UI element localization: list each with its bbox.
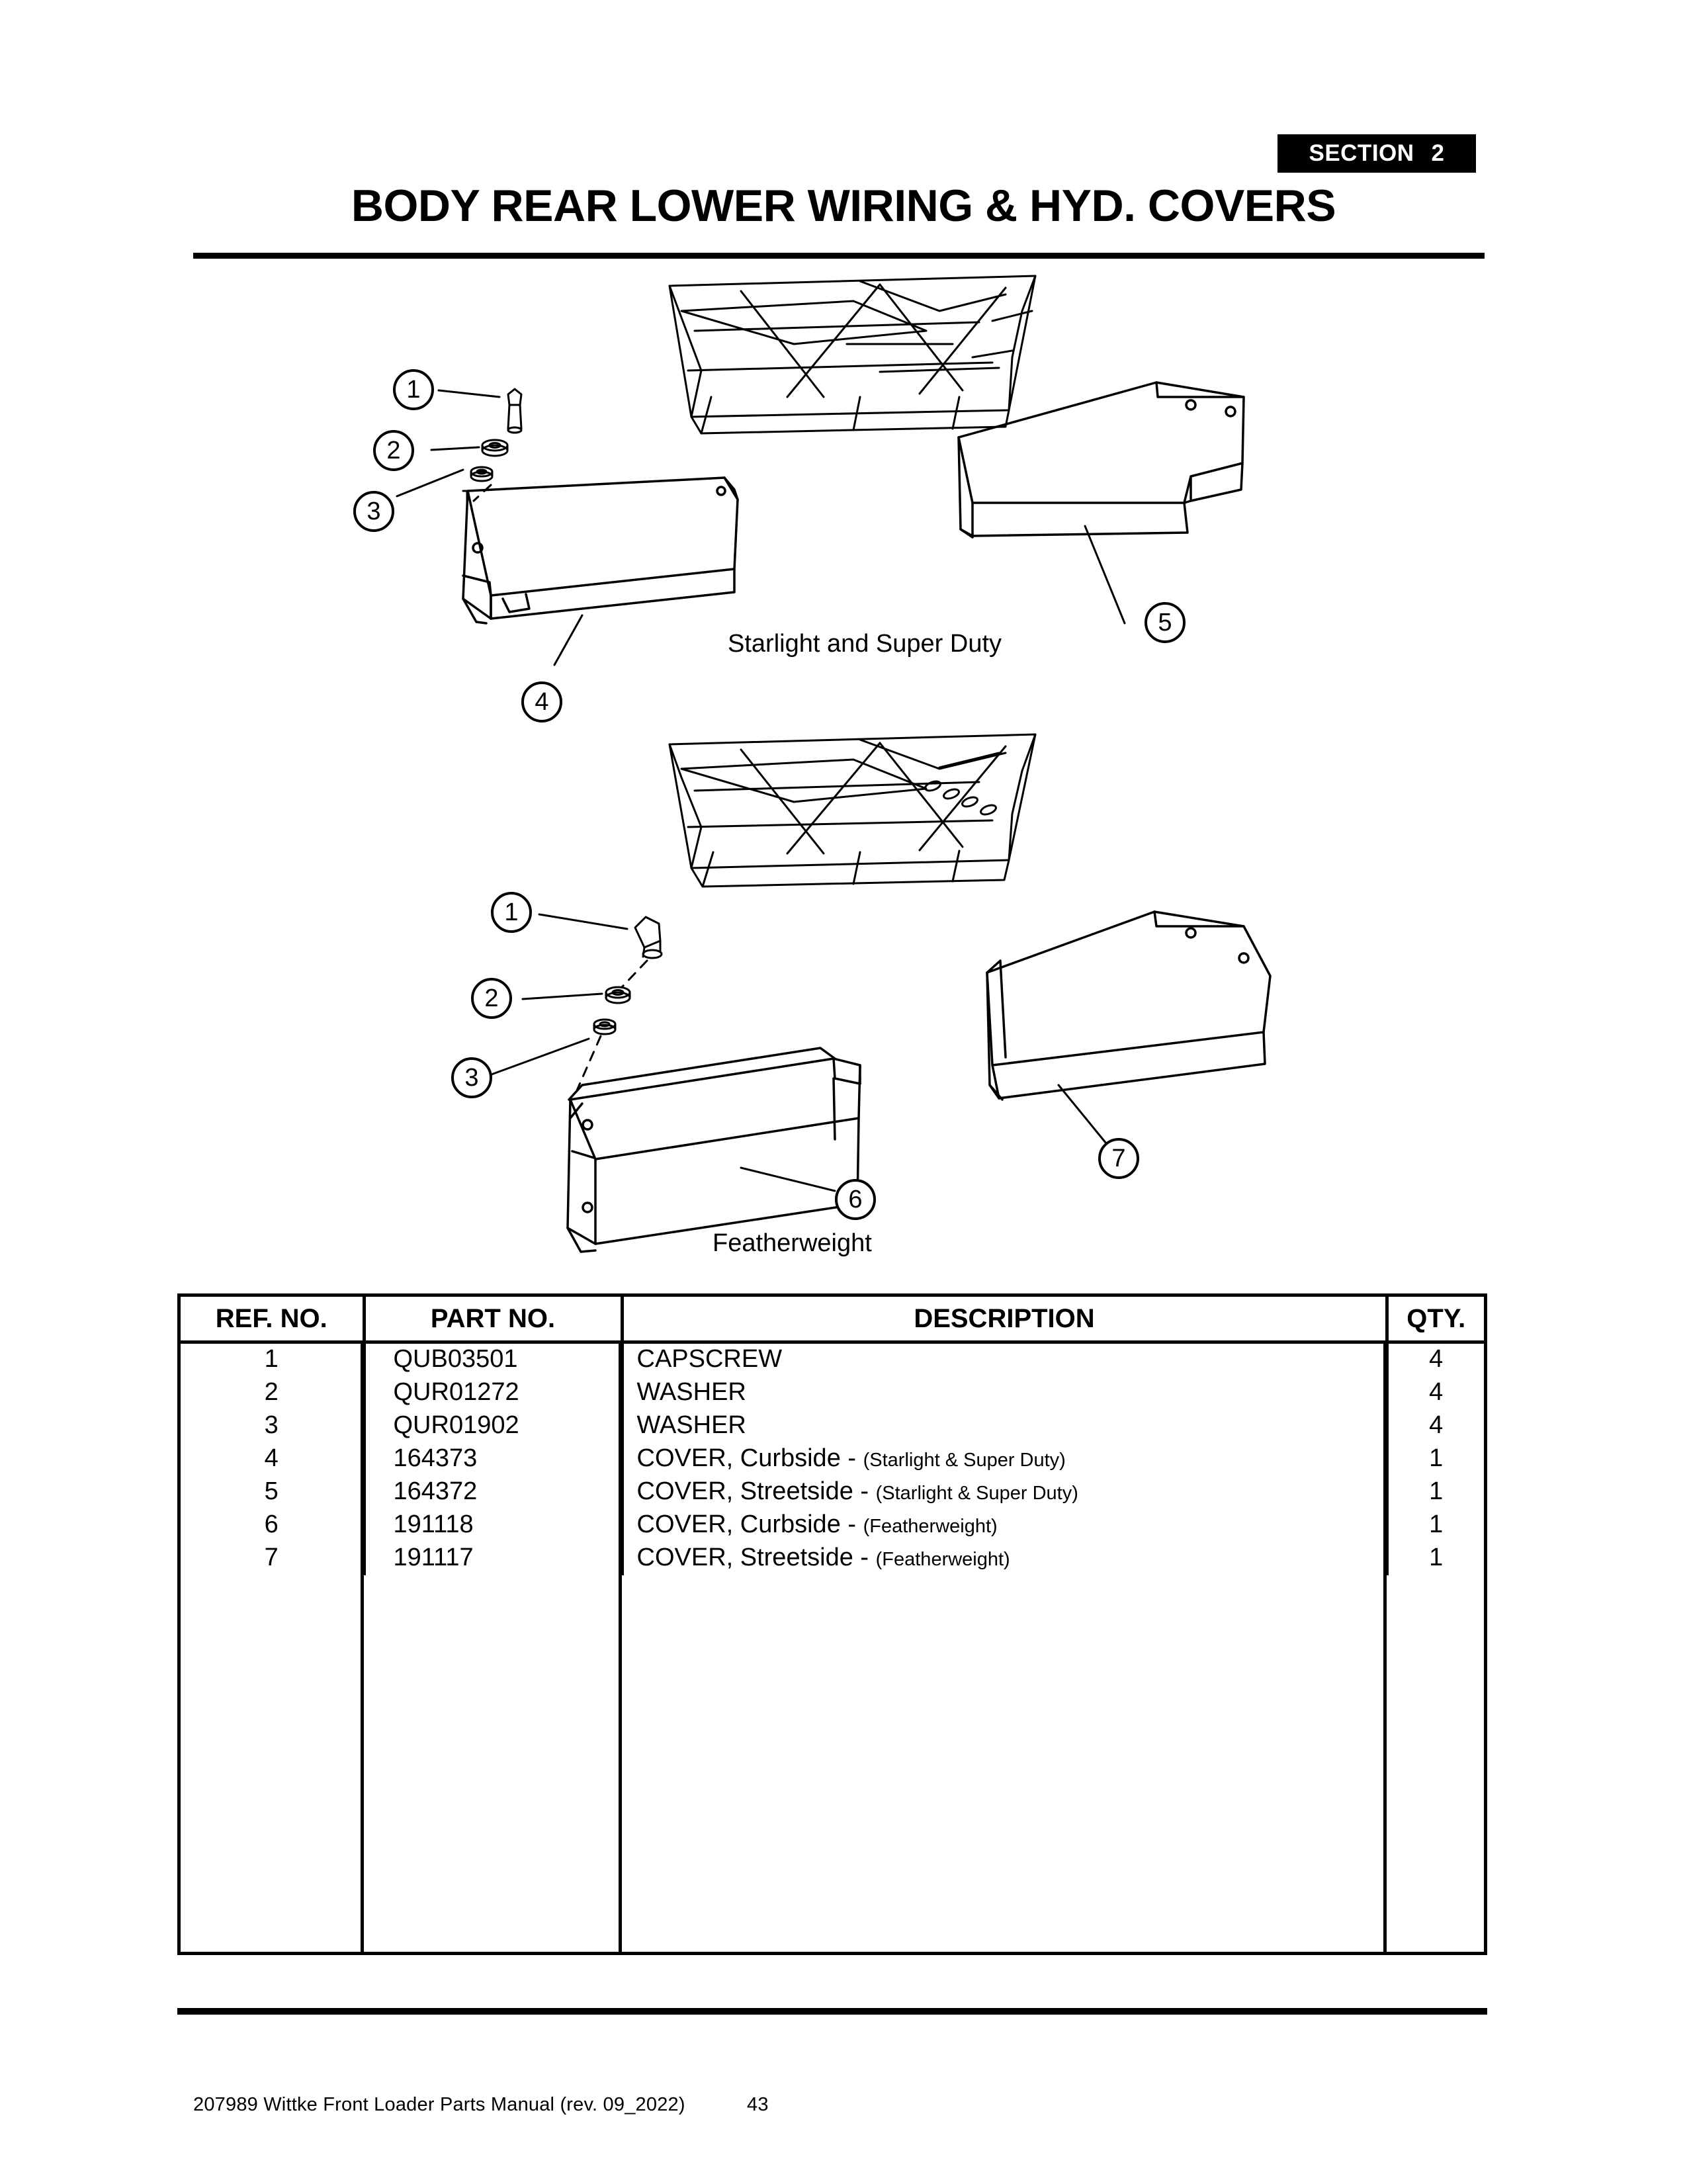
column-header-qty: QTY. [1387, 1297, 1484, 1342]
desc-main: CAPSCREW [636, 1345, 783, 1373]
footer-document-label: 207989 Wittke Front Loader Parts Manual (rev. 09_2022) [193, 2094, 685, 2115]
cell-qty: 1 [1429, 1510, 1444, 1538]
cell-qty: 4 [1429, 1411, 1444, 1439]
page-title: BODY REAR LOWER WIRING & HYD. COVERS [351, 181, 1336, 231]
callout-5-top: 5 [1145, 602, 1186, 643]
cell-ref: 2 [181, 1377, 364, 1410]
desc-main: COVER, Curbside - [636, 1510, 857, 1538]
desc-sub: (Featherweight) [863, 1516, 998, 1537]
desc-main: COVER, Streetside - [636, 1544, 869, 1571]
caption-starlight-super-duty: Starlight and Super Duty [728, 630, 1002, 658]
cell-ref: 5 [181, 1476, 364, 1509]
callout-1-bottom: 1 [491, 892, 532, 933]
cell-qty: 1 [1429, 1444, 1444, 1472]
parts-table [177, 1293, 1487, 1955]
callout-1-top: 1 [393, 369, 434, 410]
column-header-part-no: PART NO. [364, 1297, 622, 1342]
table-row [181, 1377, 1484, 1410]
table-row [181, 1476, 1484, 1509]
footer-divider [177, 2008, 1487, 2015]
cell-part: 164373 [364, 1443, 622, 1476]
callout-3-top: 3 [353, 491, 394, 532]
cell-description [622, 1342, 1387, 1377]
table-column-divider [619, 1340, 622, 1952]
desc-main: WASHER [636, 1378, 746, 1406]
desc-sub: (Starlight & Super Duty) [863, 1450, 1066, 1471]
cell-ref: 7 [181, 1542, 364, 1575]
column-header-description: DESCRIPTION [622, 1297, 1387, 1342]
callout-6-bottom: 6 [835, 1179, 876, 1220]
cell-description [622, 1410, 1387, 1443]
cell-part: QUB03501 [364, 1342, 622, 1377]
table-row [181, 1542, 1484, 1575]
desc-main: WASHER [636, 1411, 746, 1439]
callout-4-top: 4 [521, 681, 562, 722]
cell-ref: 1 [181, 1342, 364, 1377]
callout-3-bottom: 3 [451, 1057, 492, 1098]
desc-sub: (Featherweight) [875, 1549, 1010, 1570]
footer-page-number: 43 [746, 2094, 769, 2115]
section-badge-label: SECTION [1309, 140, 1414, 166]
section-badge-number: 2 [1431, 140, 1445, 166]
cell-part: QUR01272 [364, 1377, 622, 1410]
desc-main: COVER, Curbside - [636, 1444, 857, 1472]
callout-7-bottom: 7 [1098, 1138, 1139, 1179]
cell-qty: 1 [1429, 1544, 1444, 1571]
cell-description [622, 1509, 1387, 1542]
callout-2-bottom: 2 [471, 978, 512, 1019]
cell-description [622, 1542, 1387, 1575]
title-divider [193, 253, 1485, 259]
desc-main: COVER, Streetside - [636, 1477, 869, 1505]
cell-qty: 4 [1429, 1378, 1444, 1406]
table-header-row [181, 1297, 1484, 1342]
cell-part: 191118 [364, 1509, 622, 1542]
cell-description [622, 1443, 1387, 1476]
callout-2-top: 2 [373, 430, 414, 471]
table-row [181, 1509, 1484, 1542]
table-column-divider [361, 1340, 364, 1952]
cell-qty: 1 [1429, 1477, 1444, 1505]
cell-part: 164372 [364, 1476, 622, 1509]
caption-featherweight: Featherweight [713, 1229, 872, 1257]
table-column-divider [1383, 1340, 1387, 1952]
footer [193, 2094, 769, 2116]
cell-description [622, 1377, 1387, 1410]
cell-ref: 3 [181, 1410, 364, 1443]
cell-qty: 4 [1429, 1345, 1444, 1373]
cell-ref: 4 [181, 1443, 364, 1476]
cell-part: 191117 [364, 1542, 622, 1575]
table-row [181, 1443, 1484, 1476]
table-row [181, 1410, 1484, 1443]
section-badge [1277, 134, 1476, 173]
desc-sub: (Starlight & Super Duty) [875, 1483, 1078, 1504]
cell-part: QUR01902 [364, 1410, 622, 1443]
column-header-ref-no: REF. NO. [181, 1297, 364, 1342]
cell-description [622, 1476, 1387, 1509]
cell-ref: 6 [181, 1509, 364, 1542]
table-row [181, 1342, 1484, 1377]
